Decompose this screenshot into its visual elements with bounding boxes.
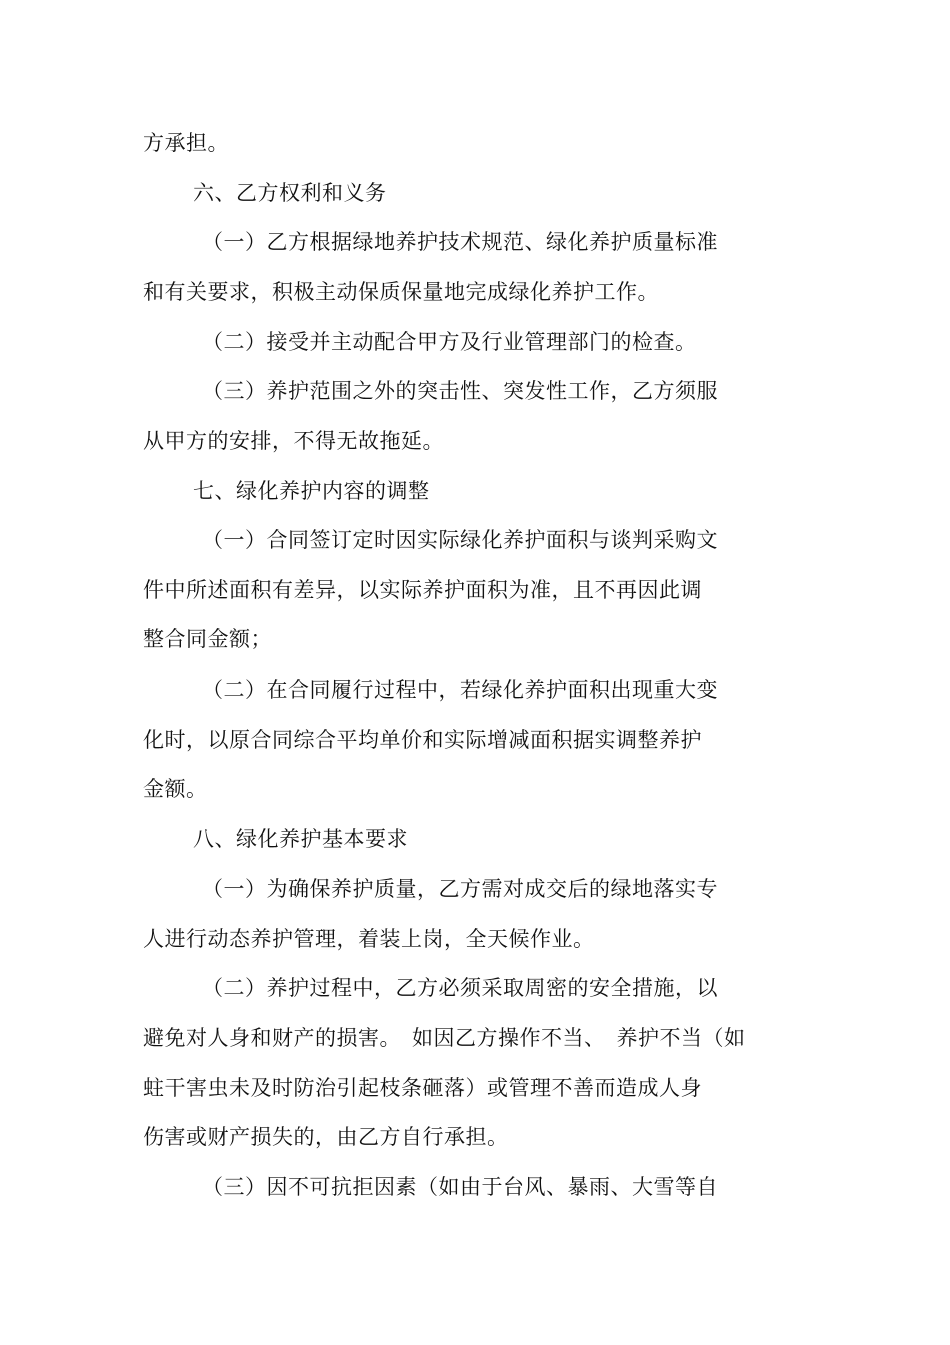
text-line: 金额。 (143, 777, 208, 801)
text-line: （一）合同签订定时因实际绿化养护面积与谈判采购文 (202, 528, 718, 552)
section-heading: 七、绿化养护内容的调整 (193, 479, 430, 503)
text-line: 从甲方的安排，不得无故拖延。 (143, 429, 444, 453)
text-line: （一）为确保养护质量，乙方需对成交后的绿地落实专 (202, 877, 718, 901)
text-line: 化时，以原合同综合平均单价和实际增减面积据实调整养护 (143, 728, 702, 752)
section-heading: 八、绿化养护基本要求 (193, 827, 408, 851)
text-line: 和有关要求，积极主动保质保量地完成绿化养护工作。 (143, 280, 659, 304)
text-line: （一）乙方根据绿地养护技术规范、绿化养护质量标准 (202, 230, 718, 254)
text-line: 人进行动态养护管理，着装上岗，全天候作业。 (143, 927, 595, 951)
text-line: 蛀干害虫未及时防治引起枝条砸落）或管理不善而造成人身 (143, 1076, 702, 1100)
text-line: （二）养护过程中，乙方必须采取周密的安全措施，以 (202, 976, 718, 1000)
text-line: 方承担。 (143, 131, 229, 155)
text-line: 避免对人身和财产的损害。 如因乙方操作不当、 养护不当（如 (143, 1026, 746, 1050)
text-line: 伤害或财产损失的，由乙方自行承担。 (143, 1125, 509, 1149)
text-line: （三）因不可抗拒因素（如由于台风、暴雨、大雪等自 (202, 1175, 718, 1199)
text-line: （三）养护范围之外的突击性、突发性工作，乙方须服 (202, 379, 718, 403)
text-line: 整合同金额； (143, 627, 272, 651)
text-line: 件中所述面积有差异，以实际养护面积为准，且不再因此调 (143, 578, 702, 602)
text-line: （二）在合同履行过程中，若绿化养护面积出现重大变 (202, 678, 718, 702)
text-line: （二）接受并主动配合甲方及行业管理部门的检查。 (202, 330, 697, 354)
section-heading: 六、乙方权利和义务 (193, 181, 387, 205)
